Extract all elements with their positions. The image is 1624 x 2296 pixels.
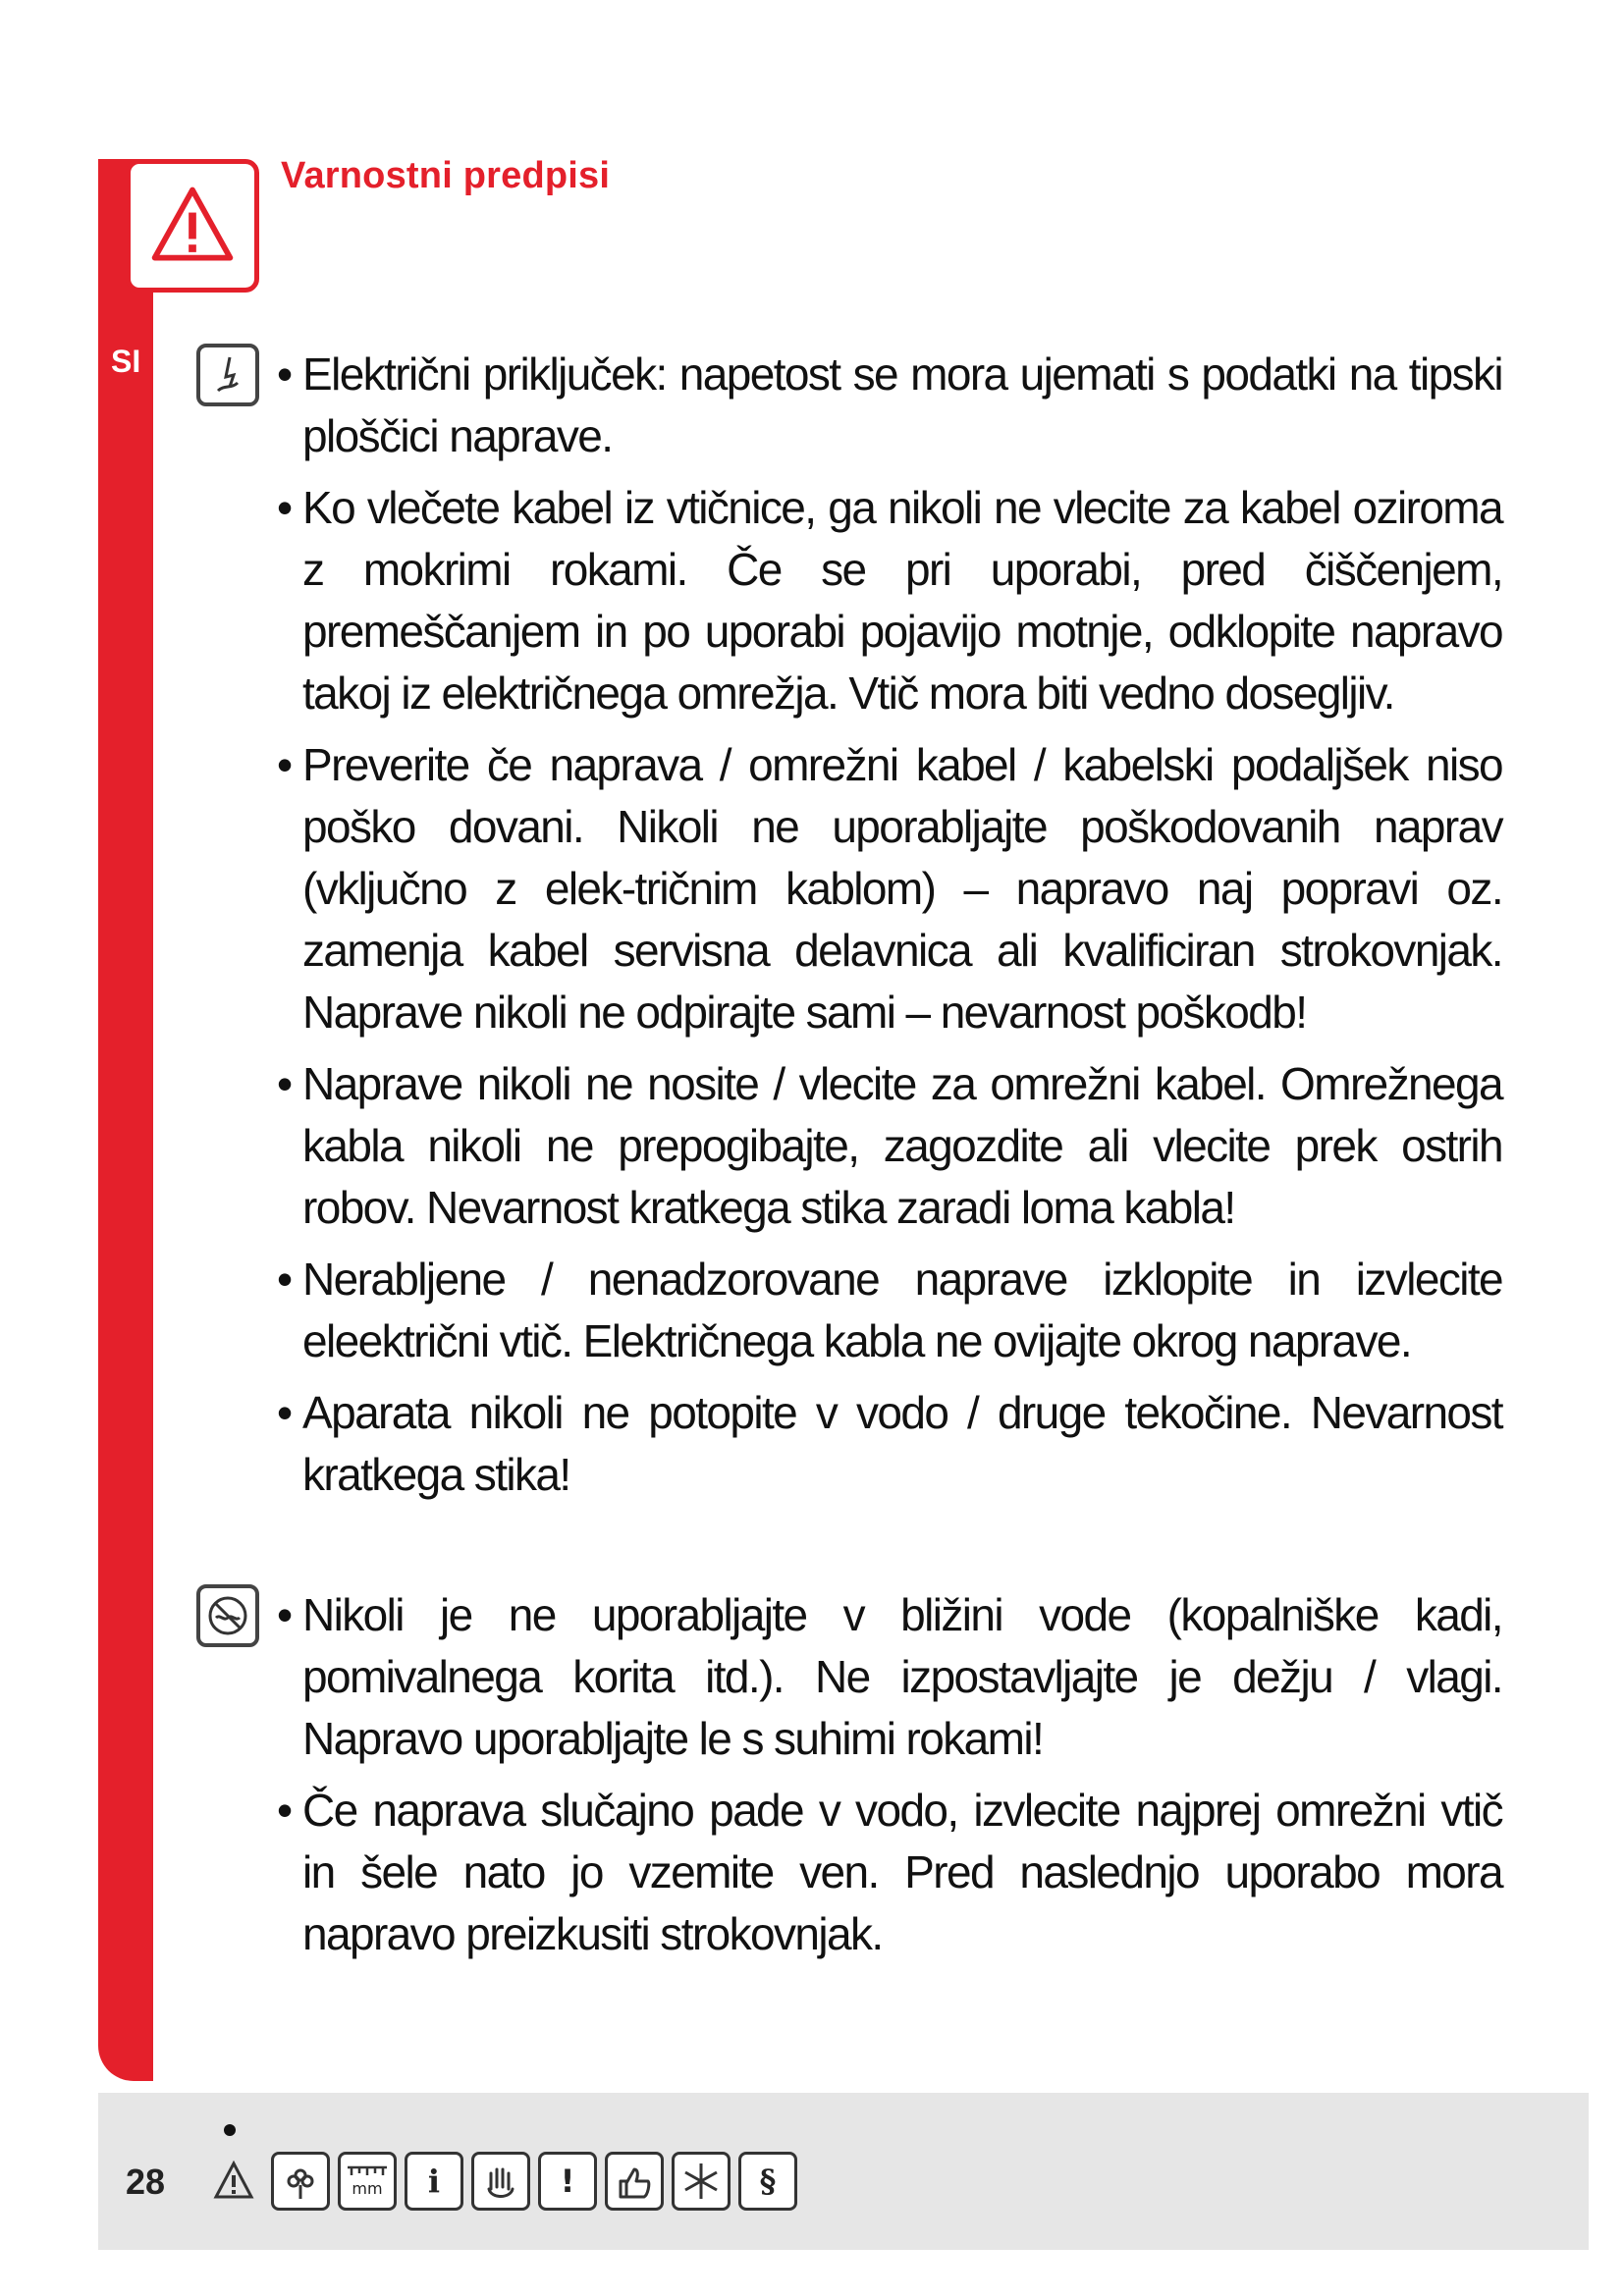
electrical-safety-list — [277, 344, 1502, 1516]
side-color-bar — [98, 159, 153, 2081]
exclamation-label: ! — [560, 2163, 575, 2200]
water-safety-list — [277, 1584, 1502, 1975]
info-icon[interactable] — [405, 2152, 463, 2211]
flower-icon[interactable] — [271, 2152, 330, 2211]
list-item: • Naprave nikoli ne nosite / vlecite za omrežni kabel. Omrežnega kabla nikoli ne prepogibajte, zagozdite ali vlecite prek ostrih robov. Nevarnost kratkega stika zaradi loma kabla! — [277, 1053, 1502, 1239]
hand-icon[interactable] — [471, 2152, 530, 2211]
footer-icon-nav — [204, 2152, 797, 2211]
list-item: • Nikoli je ne uporabljajte v bližini vode (kopalniške kadi, pomivalnega korita itd.). Ne izpostavljajte je dežju / vlagi. Napravo uporabljajte le s suhimi rokami! — [277, 1584, 1502, 1770]
paragraph-label: § — [759, 2163, 777, 2200]
page-number: 28 — [126, 2162, 166, 2202]
language-tag: SI — [111, 344, 141, 379]
list-item: • Ko vlečete kabel iz vtičnice, ga nikoli ne vlecite za kabel oziroma z mokrimi rokami. Če se pri uporabi, pred čiščenjem, premeščanjem in po uporabi pojavijo motnje, odklopite napravo takoj iz električnega omrežja. Vtič mora biti vedno dosegljiv. — [277, 477, 1502, 724]
exclamation-icon[interactable] — [538, 2152, 597, 2211]
no-water-icon — [196, 1584, 259, 1647]
thumb-icon[interactable] — [605, 2152, 664, 2211]
page-title: Varnostni predpisi — [281, 155, 611, 196]
snowflake-icon[interactable] — [672, 2152, 731, 2211]
list-item: • Nerabljene / nenadzorovane naprave izklopite in izvlecite eleektrični vtič. Električnega kabla ne ovijajte okrog naprave. — [277, 1249, 1502, 1372]
warning-icon-box — [126, 159, 259, 293]
warning-icon[interactable] — [204, 2152, 263, 2211]
list-item: • Če naprava slučajno pade v vodo, izvlecite najprej omrežni vtič in šele nato jo vzemite ven. Pred naslednjo uporabo mora napravo preizkusiti strokovnjak. — [277, 1780, 1502, 1965]
measure-mm-icon[interactable] — [338, 2152, 397, 2211]
warning-triangle-icon — [145, 179, 240, 273]
paragraph-icon[interactable] — [738, 2152, 797, 2211]
list-item: • Električni priključek: napetost se mora ujemati s podatki na tipski ploščici naprave. — [277, 344, 1502, 467]
list-item: • Preverite če naprava / omrežni kabel / kabelski podaljšek niso poško dovani. Nikoli ne uporabljajte poškodovanih naprav (vključno z elek-tričnim kablom) – napravo naj popravi oz. zamenja kabel servisna delavnica ali kvalificiran strokovnjak. Naprave nikoli ne odpirajte sami – nevarnost poškodb! — [277, 734, 1502, 1043]
active-section-indicator — [224, 2124, 236, 2136]
electric-plug-icon — [196, 344, 259, 406]
info-label: i — [427, 2163, 441, 2200]
list-item: • Aparata nikoli ne potopite v vodo / druge tekočine. Nevarnost kratkega stika! — [277, 1382, 1502, 1506]
mm-label: mm — [352, 2178, 383, 2198]
